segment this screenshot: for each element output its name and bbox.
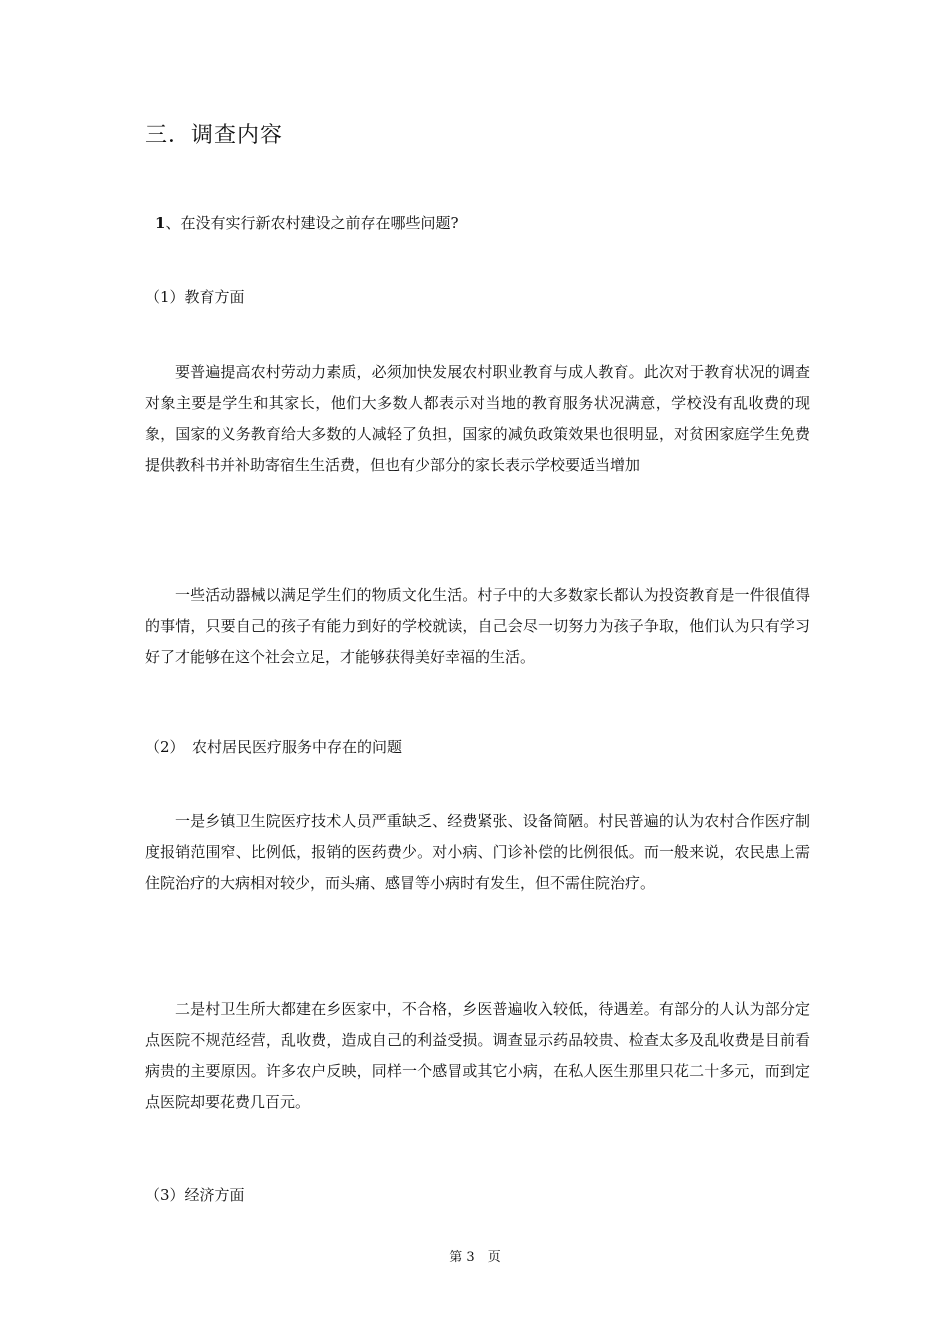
paragraph-education-1: 要普遍提高农村劳动力素质，必须加快发展农村职业教育与成人教育。此次对于教育状况的调查对象主要是学生和其家长，他们大多数人都表示对当地的教育服务状况满意，学校没有乱收费的现象，国家的义务教育给大多数的人减轻了负担，国家的减负政策效果也很明显，对贫困家庭学生免费提供教科书并补助寄宿生生活费，但也有少部分的家长表示学校要适当增加 [145,363,810,474]
subheading-education: （1）教育方面 [145,288,245,306]
paragraph-medical-1: 一是乡镇卫生院医疗技术人员严重缺乏、经费紧张、设备简陋。村民普遍的认为农村合作医疗制度报销范围窄、比例低，报销的医药费少。对小病、门诊补偿的比例很低。而一般来说，农民患上需住院治疗的大病相对较少，而头痛、感冒等小病时有发生，但不需住院治疗。 [145,812,810,892]
paragraph-medical-2: 二是村卫生所大都建在乡医家中，不合格，乡医普遍收入较低，待遇差。有部分的人认为部分定点医院不规范经营，乱收费，造成自己的利益受损。调查显示药品较贵、检查太多及乱收费是目前看病贵的主要原因。许多农户反映，同样一个感冒或其它小病，在私人医生那里只花二十多元，而到定点医院却要花费几百元。 [145,1000,810,1111]
paragraph-education-2: 一些活动器械以满足学生们的物质文化生活。村子中的大多数家长都认为投资教育是一件很值得的事情，只要自己的孩子有能力到好的学校就读，自己会尽一切努力为孩子争取，他们认为只有学习好了才能够在这个社会立足，才能够获得美好幸福的生活。 [145,586,810,666]
question-number: 1 [155,214,166,232]
question-heading [155,212,458,233]
page-number: 第 3 页 [449,1250,501,1265]
section-title: 三．调查内容 [145,123,284,148]
subheading-economy: （3）经济方面 [145,1186,245,1204]
subheading-medical: （2） 农村居民医疗服务中存在的问题 [145,738,403,756]
question-text: 、在没有实行新农村建设之前存在哪些问题? [165,214,459,232]
